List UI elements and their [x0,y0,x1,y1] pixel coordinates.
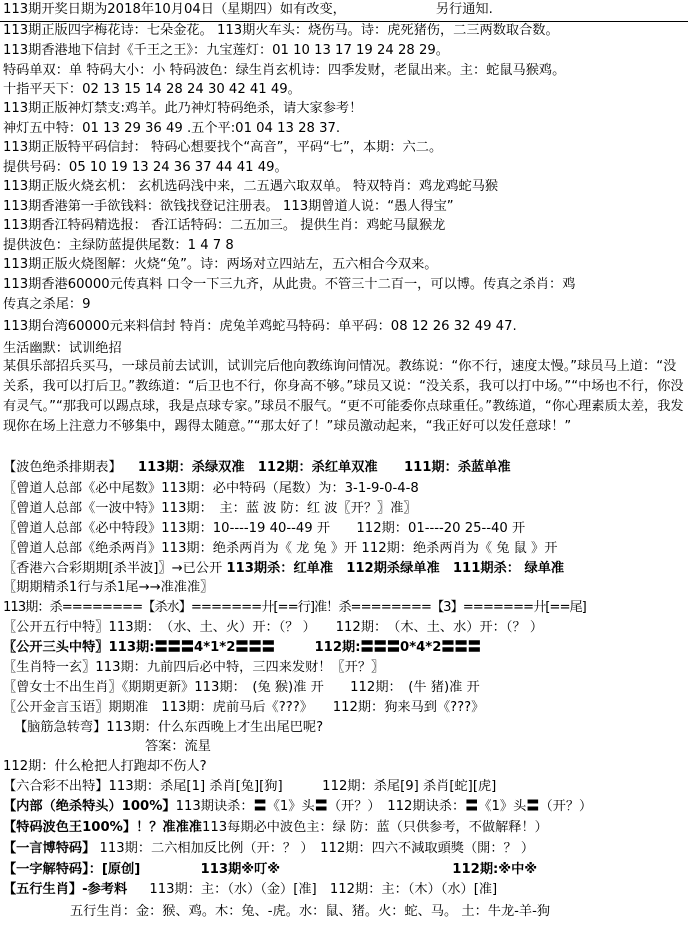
hk-envelope-line: 113期香港地下信封《千王之王》：九宝莲灯：01 10 13 17 19 24 28 29。 [3,43,449,58]
lamp-five-line: 神灯五中特：01 13 29 36 49 .五个平:01 04 13 28 37. [3,121,341,136]
one-char-113: 113期※叮※ [200,862,281,877]
zodiac-mystery-line: 〖生肖特一玄〗113期：九前四后必中特，三四来发财！〖开？〗 [3,660,385,675]
provided-numbers-line: 提供号码：05 10 19 13 24 36 37 44 41 49。 [3,160,288,175]
half-wave-kill-line [3,560,686,578]
one-char-title: 【一字解特码】：[原创] [3,862,141,877]
one-wave-line: 〖曾道人总部《一波中特》113期： 主：蓝 波 防：红 波〖开？〗准〗 [3,501,417,516]
ms-zeng-line: 〖曾女士不出生肖〗《期期更新》113期： (兔 猴)准 开 112期： (牛 猪)准 开 [3,680,480,695]
golden-words-line: 〖公开金言玉语〗期期准 113期：虎前马后《???》 112期：狗来马到《???》 [3,700,485,715]
ten-fingers-line: 十指平天下：02 13 15 14 28 24 30 42 41 49。 [3,82,301,97]
draw-date-text: 113期开奖日期为2018年10月04日（星期四）如有改变， [3,2,346,17]
five-element-zodiac-line [3,881,686,899]
five-element-zodiac-results: 113期：主：（水）（金）[准] 112期：主：（木）（水）[准] [149,882,498,897]
half-wave-results: 113期杀：红单准 112期杀绿单准 111期杀： 绿单准 [226,561,565,576]
humor-title: 生活幽默：试训绝招 [3,341,122,356]
one-char-solve-line [3,861,686,879]
tail-number-line: 〖曾道人总部《必中尾数》113期：必中特码（尾数）为：3-1-9-0-4-8 [3,481,419,496]
first-hand-line: 113期香港第一手欲钱料：欲钱找登记注册表。 113期曾道人说：“愚人得宝” [3,199,454,214]
notice-text: 另行通知. [435,2,493,17]
wave-king-tag: ！？准准准 [136,820,202,835]
wave-kill-results: 113期：杀绿双准 112期：杀红单双准 111期：杀蓝单准 [137,460,511,475]
kill-two-zodiac-line: 〖曾道人总部《绝杀两肖》113期：绝杀两肖为《 龙 兔 》开 112期：绝杀两肖为《 兔 鼠 》开 [3,541,558,556]
kill-water-line: 113期：杀========【杀水】=======廾[==行]准！杀========【3】=======廾[==尾] [3,600,586,615]
taiwan-envelope-line: 113期台湾60000元来料信封 特肖：虎兔羊鸡蛇马特码：单平码：08 12 26 32 49 47. [3,319,517,334]
three-head-line: 〖公开三头中特〗113期:〓〓〓4*1*2〓〓〓 112期:〓〓〓0*4*2〓〓〓 [3,640,481,655]
fax-material-line: 113期香港60000元传真料 口令一下三九齐，从此贵。不管三十二百一，可以博。传真之杀肖：鸡 [3,277,576,292]
riddle-answer: 答案：流星 [145,739,211,754]
riddle-question: 【脑筋急转弯】113期：什么东西晚上才生出尾巴呢? [14,720,324,735]
kill-head-title: 【内部（绝杀特头）100%】 [3,799,176,814]
one-char-112: 112期:※中※ [452,862,538,877]
no-special-line: 【六合彩不出特】113期：杀尾[1] 杀肖[兔][狗] 112期：杀尾[9] 杀肖[蛇][虎] [3,779,497,794]
fire-diagram-line: 113期正版火烧图解：火烧“兔”。诗：两场对立四站左，五六相合今双来。 [3,257,438,272]
xiangjiang-line: 113期香江特码精选报： 香江话特码：二五加三。 提供生肖：鸡蛇马鼠猴龙 [3,218,446,233]
wave-king-title: 【特码波色王100%】 [3,820,137,835]
five-elements-line: 〖公开五行中特〗113期： （水、土、火）开：（？ ） 112期： （木、土、水）开：（？ ） [3,620,544,635]
kill-head-line [3,798,686,816]
wave-kill-title: 【波色绝杀排期表】 [3,460,122,475]
one-word-bet-text: 113期：二六相加反比例（开：？ ） 112期：四六不減取頭獎（開：？ ） [99,841,535,856]
one-word-bet-title: 【一言博特码】 [3,841,96,856]
fire-mystery-line: 113期正版火烧玄机： 玄机选码浅中来，二五遇六取双单。 特双特肖：鸡龙鸡蛇马猴 [3,179,499,194]
special-segment-line: 〖曾道人总部《必中特段》113期：10----19 40--49 开 112期：01----20 25--40 开 [3,521,526,536]
wave-king-line [3,819,686,837]
header-line [3,1,686,19]
five-element-table-line: 五行生肖：金：猴、鸡。木：兔、-虎。水：鼠、猪。火：蛇、马。 土：牛龙-羊-狗 [70,904,551,919]
one-word-bet-line [3,840,686,858]
plum-poem-line: 113期正版四字梅花诗：七朵金花。 113期火车头：烧伤马。诗：虎死猪伤，二三两数取合数。 [3,23,559,38]
humor-story: 某俱乐部招兵买马，一球员前去试训，试训完后他向教练询问情况。教练说：“你不行，速度太慢。”球员马上道：“没关系，我可以打后卫。”教练道：“后卫也不行，你身高不够。”球员又说：“没关系，我可以打中场。”“中场也不行，你没有灵气。”“那我可以踢点球，我是点球专家。”球员不服气。“更不可能委你点球重任。”教练道，“你心理素质太差，我发现你在场上注意力不够集中，踢得太随意。”“那太好了！”球员激动起来，“我正好可以发任意球！” [3,359,684,434]
kill-head-results: 113期诀杀：〓《1》头〓（开？） 112期诀杀：〓《1》头〓（开？） [175,799,593,814]
wave-king-text: 113每期必中波色主：绿 防：蓝（只供参考，不做解释！） [202,820,548,835]
riddle-112-line: 112期：什么枪把人打跑却不伤人? [3,759,207,774]
lamp-ban-line: 113期正版神灯禁支:鸡羊。此乃神灯特码绝杀，请大家参考！ [3,101,363,116]
special-code-line: 特码单双：单 特码大小：小 特码波色：绿生肖玄机诗：四季发财，老鼠出来。主：蛇鼠马猴鸡。 [3,63,566,78]
five-element-zodiac-title: 【五行生肖】-参考料 [3,882,128,897]
wave-kill-schedule-line [3,459,686,477]
special-flat-envelope-line: 113期正版特平码信封： 特码心想要找个“高音”，平码“七”，本期：六二。 [3,140,443,155]
wave-color-line: 提供波色：主绿防蓝提供尾数：1 4 7 8 [3,238,234,253]
half-wave-title: 〖香港六合彩期期[杀半波]〗→已公开 [3,561,223,576]
fax-kill-tail-line: 传真之杀尾：9 [3,297,91,312]
kill-row-tail-title: 〖期期精杀1行与杀1尾→→准准准〗 [3,580,214,595]
